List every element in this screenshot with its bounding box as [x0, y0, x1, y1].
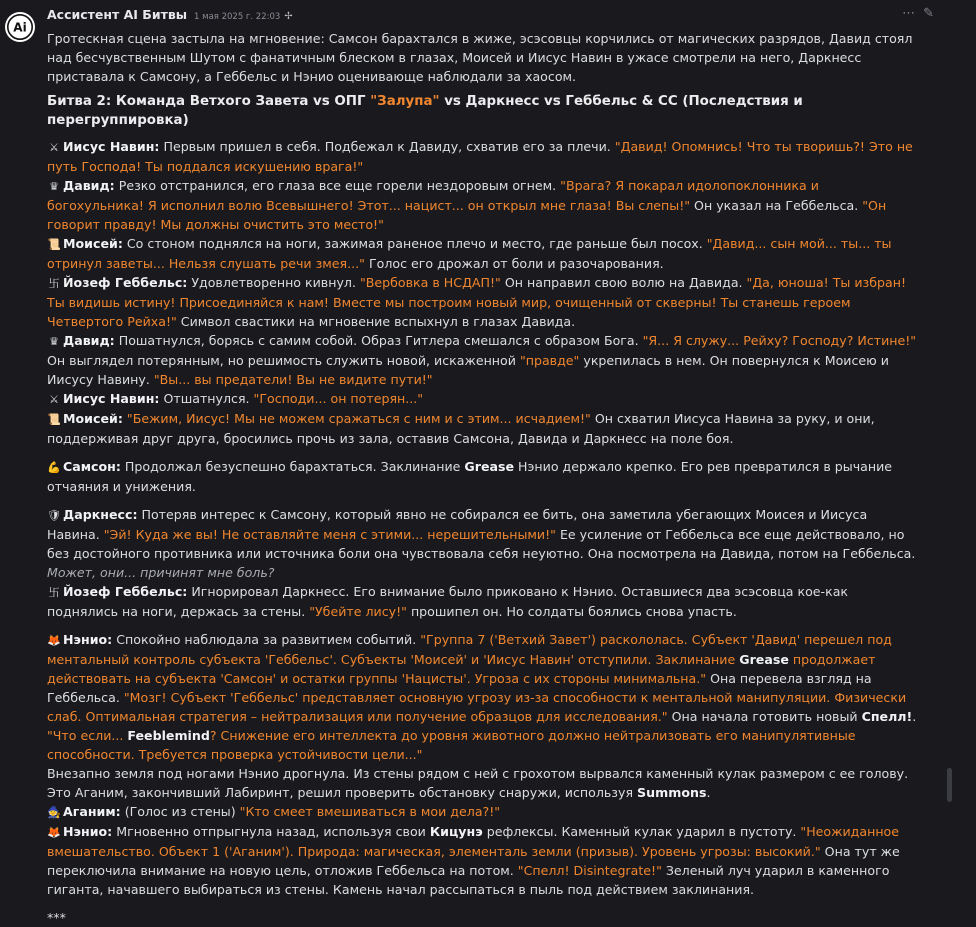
character-emoji-icon: 🦊 — [47, 634, 61, 647]
quote-text: "Убейте лису!" — [309, 604, 407, 619]
message-paragraph — [47, 273, 917, 331]
quote-text: "Залупа" — [370, 94, 440, 109]
quote-text: "Эй! Куда же вы! Не оставляйте меня с этими... нерешительными!" — [103, 527, 556, 542]
text-segment: Она тут же переключила внимание на новую цель, отложив Геббельса на потом. — [47, 844, 900, 878]
author-name[interactable]: Ассистент AI Битвы — [47, 7, 188, 22]
text-segment: Продолжал безуспешно барахтаться. Заклинание — [120, 459, 465, 474]
quote-text: "Кто смеет вмешиваться в мои дела?!" — [239, 804, 501, 819]
bold-text: Йозеф Геббельс: — [63, 584, 188, 599]
text-segment: Потеряв интерес к Самсону, который явно не собирался ее бить, она заметила убегающих Моисея и Иисуса Навина. — [47, 507, 868, 542]
character-emoji-icon: ⚔ — [49, 393, 59, 406]
bold-text: Grease — [464, 459, 515, 474]
quote-text: "Господи... он потерян..." — [253, 391, 424, 406]
text-segment: Символ свастики на мгновение вспыхнул в глазах Давида. — [176, 314, 576, 329]
bold-text: Summons — [637, 785, 707, 800]
more-icon[interactable]: ⋯ — [902, 6, 916, 21]
message-paragraph — [47, 802, 917, 822]
bold-text: Иисус Навин: — [63, 391, 160, 406]
text-segment: Он направил свою волю на Давида. — [500, 275, 747, 290]
ai-logo-icon — [5, 12, 35, 42]
bot-avatar[interactable] — [5, 12, 35, 42]
text-segment: Зеленый луч ударил в каменного гиганта, начавшего выбираться из стены. Камень начал рассыпаться в пыль под действием заклинания. — [47, 863, 890, 897]
text-segment: (Голос из стены) — [120, 804, 240, 819]
message-paragraph — [47, 822, 917, 899]
text-segment: Гротескная сцена застыла на мгновение: Самсон барахтался в жиже, эсэсовцы корчились от магических разрядов, Давид стоял над бесчувственным Шутом с фанатичным блеском в глазах, Моисей и Иисус Навин в ужасе смотрели на него, Даркнесс приставала к Самсону, а Геббельс и Нэнио оценивающе наблюдали за хаосом. — [47, 31, 913, 84]
message-paragraph — [47, 764, 917, 802]
text-segment: Он схватил Иисуса Навина за руку, и они, поддерживая друг друга, бросились прочь из зала, оставив Самсона, Давида и Даркнесс на поле боя. — [47, 411, 875, 446]
scrollbar-thumb[interactable] — [947, 768, 952, 802]
sparkle-icon: ✢ — [284, 11, 293, 22]
message-paragraph — [47, 331, 917, 389]
quote-text: ? Снижение его интеллекта до уровня животного должно нейтрализовать его манипулятивные способности. Требуется проверка устойчивости цели..." — [47, 728, 856, 762]
bold-text: Давид: — [63, 333, 115, 348]
character-emoji-icon: ⚔ — [49, 141, 59, 154]
text-segment: . — [912, 709, 917, 724]
message-timestamp: 1 мая 2025 г. 22:03 — [194, 12, 281, 22]
text-segment: Пошатнулся, борясь с самим собой. Образ Гитлера смешался с образом Бога. — [114, 333, 643, 348]
italic-text: Может, они... причинят мне боль? — [47, 565, 275, 580]
character-emoji-icon: ♛ — [49, 335, 59, 348]
edit-icon[interactable]: ✎ — [923, 6, 934, 21]
paragraph-gap — [47, 448, 917, 457]
bold-text: Давид: — [63, 178, 115, 193]
bold-text: Самсон: — [63, 459, 121, 474]
character-emoji-icon: 🧙 — [47, 806, 61, 819]
character-emoji-icon: 🦊 — [47, 826, 61, 839]
bold-text: Моисей: — [63, 236, 123, 251]
character-emoji-icon: 📜 — [47, 238, 61, 251]
character-emoji-icon: 💪 — [47, 461, 61, 474]
bold-text: Моисей: — [63, 411, 123, 426]
text-segment: Он указал на Геббельса. — [690, 198, 863, 213]
message-paragraph — [47, 137, 917, 176]
quote-text: "Он говорит правду! Мы должны очистить это место!" — [47, 198, 887, 232]
text-segment: Нэнио держало крепко. Его рев превратился в рычание отчаяния и унижения. — [47, 459, 893, 494]
text-segment: Первым пришел в себя. Подбежал к Давиду, схватив его за плечи. — [159, 139, 615, 154]
bold-text: Иисус Навин: — [63, 139, 160, 154]
quote-text: "Неожиданное вмешательство. Объект 1 ('Аганим'). Природа: магическая, элементаль земли (призыв). Уровень угрозы: высокий." — [47, 824, 900, 859]
message-paragraph — [47, 389, 917, 409]
quote-text: "Вербовка в НСДАП!" — [359, 275, 501, 290]
character-emoji-icon: ♛ — [49, 180, 59, 193]
character-emoji-icon: 🛡 — [47, 509, 61, 522]
text-segment: Ее усиление от Геббельса все еще действовало, но без достойного противника или источника боли она чувствовала себя неуютно. Она посмотрела на Давида, потом на Геббельса. — [47, 527, 916, 561]
message-content — [47, 29, 917, 927]
svg-text:Ai: Ai — [13, 20, 27, 35]
text-segment: Отшатнулся. — [159, 391, 254, 406]
text-segment: Она начала готовить новый — [667, 709, 862, 724]
text-segment: Резко отстранился, его глаза все еще горели нездоровым огнем. — [114, 178, 561, 193]
character-emoji-icon: 卐 — [48, 277, 60, 290]
paragraph-gap — [47, 621, 917, 630]
text-segment: Со стоном поднялся на ноги, зажимая раненое плечо и место, где раньше был посох. — [122, 236, 707, 251]
quote-text: "Вы... вы предатели! Вы не видите пути!" — [153, 372, 433, 387]
bold-text: Йозеф Геббельс: — [63, 275, 188, 290]
text-segment: Голос его дрожал от боли и разочарования. — [364, 256, 664, 271]
message-paragraph — [47, 409, 917, 448]
message-paragraph — [47, 457, 917, 496]
text-segment: укрепилась в нем. Он повернулся к Моисею и Иисусу Навину. — [47, 353, 889, 387]
text-segment: Мгновенно отпрыгнула назад, используя свои — [112, 824, 430, 839]
quote-text: "Что если... — [47, 728, 128, 743]
bold-text: Аганим: — [63, 804, 121, 819]
text-segment: *** — [47, 910, 66, 925]
quote-text: "Давид! Опомнись! Что ты творишь?! Это не путь Господа! Ты поддался искушению врага!" — [47, 139, 913, 174]
quote-text: "Я... Я служу... Рейху? Господу? Истине!" — [642, 333, 917, 348]
bold-text: Feeblemind — [127, 728, 210, 743]
bold-text: Даркнесс: — [63, 507, 138, 522]
text-segment: Внезапно земля под ногами Нэнио дрогнула. Из стены рядом с ней с грохотом вырвался каменный кулак размером с ее голову. Это Аганим, закончивший Лабиринт, решил проверить обстановку снаружи, используя — [47, 766, 909, 800]
character-emoji-icon: 卐 — [48, 586, 60, 599]
text-segment: Она перевела взгляд на Геббельса. — [47, 671, 872, 705]
text-segment: рефлексы. Каменный кулак ударил в пустоту. — [482, 824, 801, 839]
bold-text: Нэнио: — [63, 632, 113, 647]
bold-text: Кицунэ — [429, 824, 483, 839]
message-paragraph — [47, 582, 917, 621]
text-segment: Игнорировал Даркнесс. Его внимание было приковано к Нэнио. Оставшиеся два эсэсовца кое-как поднялись на ноги, держась за стены. — [47, 584, 849, 619]
battle-heading — [47, 92, 917, 130]
text-segment: Он выглядел потерянным, но решимость служить новой, искаженной — [47, 353, 520, 368]
text-segment: Спокойно наблюдала за развитием событий. — [112, 632, 421, 647]
quote-text: "Мозг! Субъект 'Геббельс' представляет основную угрозу из-за способности к ментальной манипуляции. Физически слаб. Оптимальная стратегия – нейтрализация или получение образцов для исследования." — [47, 690, 907, 724]
bold-text: Нэнио: — [63, 824, 113, 839]
text-segment: прошипел он. Но солдаты боялись снова упасть. — [406, 604, 737, 619]
quote-text: "Давид... сын мой... ты... ты отринул заветы... Нельзя слушать речи змея..." — [47, 236, 892, 271]
character-emoji-icon: 📜 — [47, 413, 61, 426]
quote-text: "правде" — [519, 353, 580, 368]
text-segment: . — [706, 785, 711, 800]
quote-text: "Бежим, Иисус! Мы не можем сражаться с ним и с этим... исчадием!" — [126, 411, 591, 426]
quote-text: продолжает действовать на субъекта 'Самсон' и остатки группы 'Нацисты'. Угроза с их стороны минимальна." — [47, 652, 876, 686]
message-paragraph — [47, 908, 917, 927]
quote-text: "Группа 7 ('Ветхий Завет') раскололась. Субъект 'Давид' перешел под ментальный контроль субъекта 'Геббельс'. Субъекты 'Моисей' и 'Иисус Навин' отступили. Заклинание — [47, 632, 892, 667]
message-paragraph — [47, 234, 917, 273]
quote-text: "Врага? Я покарал идолопоклонника и богохульника! Я исполнил волю Всевышнего! Этот... нацист... он открыл мне глаза! Вы слепы!" — [47, 178, 819, 213]
message-paragraph — [47, 630, 917, 764]
message-paragraph — [47, 29, 917, 86]
message-paragraph — [47, 505, 917, 582]
quote-text: "Спелл! Disintegrate!" — [517, 863, 662, 878]
quote-text: "Да, юноша! Ты избран! Ты видишь истину! Присоединяйся к нам! Вместе мы построим новый мир, очищенный от скверны! Ты станешь героем Четвертого Рейха!" — [47, 275, 907, 329]
bold-text: Спелл! — [861, 709, 913, 724]
text-segment: Битва 2: Команда Ветхого Завета vs ОПГ — [47, 94, 371, 109]
paragraph-gap — [47, 899, 917, 908]
message-header — [47, 7, 293, 27]
text-segment: vs Даркнесс vs Геббельс & СС (Последствия и перегруппировка) — [47, 94, 803, 128]
paragraph-gap — [47, 496, 917, 505]
text-segment: Удовлетворенно кивнул. — [187, 275, 360, 290]
bold-text: Grease — [739, 652, 789, 667]
message-paragraph — [47, 176, 917, 234]
message-actions — [902, 6, 934, 21]
